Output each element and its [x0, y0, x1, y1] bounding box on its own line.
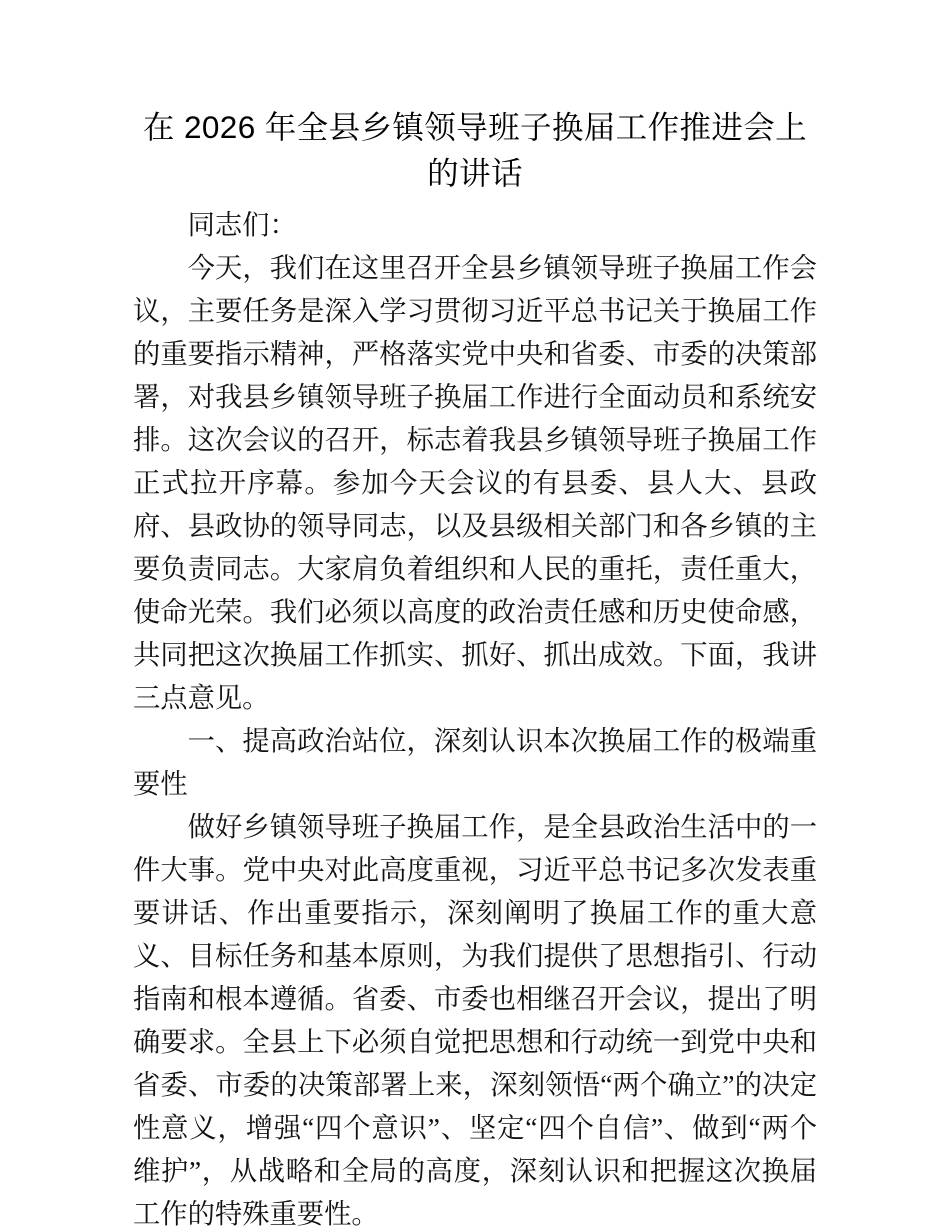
salutation-paragraph: 同志们：: [187, 210, 297, 240]
document-body: [133, 104, 817, 1230]
opening-paragraph: 今天，我们在这里召开全县乡镇领导班子换届工作会议，主要任务是深入学习贯彻习近平总书记关于换届工作的重要指示精神，严格落实党中央和省委、市委的决策部署，对我县乡镇领导班子换届工作进行全面动员和系统安排。这次会议的召开，标志着我县乡镇领导班子换届工作正式拉开序幕。参加今天会议的有县委、县人大、县政府、县政协的领导同志，以及县级相关部门和各乡镇的主要负责同志。大家肩负着组织和人民的重托，责任重大，使命光荣。我们必须以高度的政治责任感和历史使命感，共同把这次换届工作抓实、抓好、抓出成效。下面，我讲三点意见。: [133, 253, 817, 713]
section-one-body-paragraph: 做好乡镇领导班子换届工作，是全县政治生活中的一件大事。党中央对此高度重视，习近平总书记多次发表重要讲话、作出重要指示，深刻阐明了换届工作的重大意义、目标任务和基本原则，为我们提供了思想指引、行动指南和根本遵循。省委、市委也相继召开会议，提出了明确要求。全县上下必须自觉把思想和行动统一到党中央和省委、市委的决策部署上来，深刻领悟“两个确立”的决定性意义，增强“四个意识”、坚定“四个自信”、做到“两个维护”，从战略和全局的高度，深刻认识和把握这次换届工作的特殊重要性。: [133, 812, 817, 1229]
section-one-heading: 一、提高政治站位，深刻认识本次换届工作的极端重要性: [133, 726, 817, 799]
page-title: 在 2026 年全县乡镇领导班子换届工作推进会上的讲话: [142, 109, 808, 191]
